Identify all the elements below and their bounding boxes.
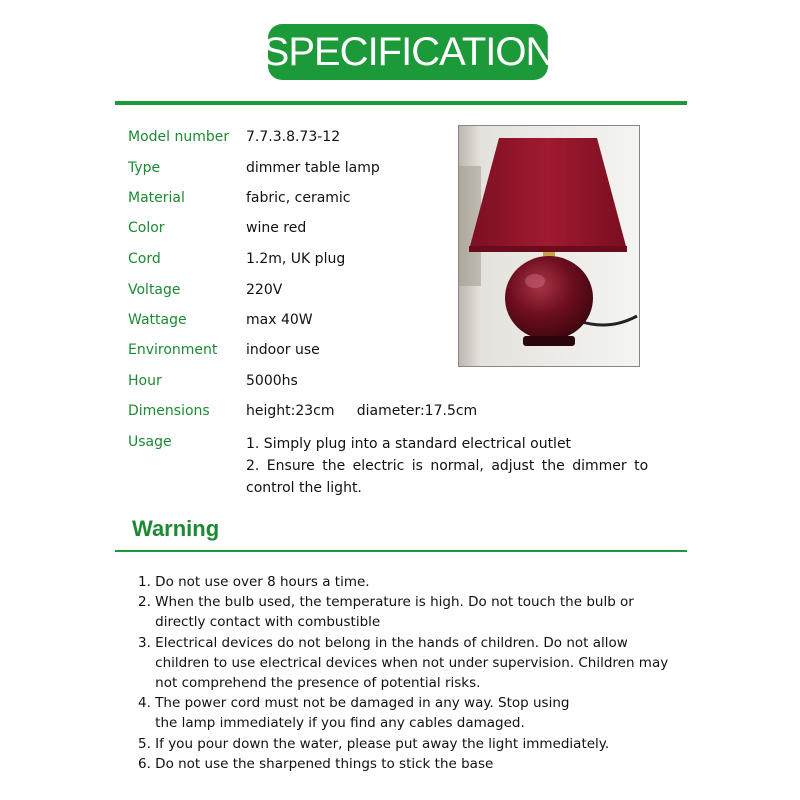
warning-list [138,572,698,774]
spec-value: 1.2m, UK plug [246,251,346,267]
spec-label: Model number [128,129,230,145]
spec-value: wine red [246,220,307,236]
spec-label: Material [128,190,185,206]
spec-label: Cord [128,251,161,267]
spec-row-model [128,129,458,149]
usage-line: 2. Ensure the electric is normal, adjust the dimmer to [246,458,649,474]
spec-label: Hour [128,373,162,389]
warning-line: 6. Do not use the sharpened things to stick the base [138,755,494,772]
spec-value: height:23cm diameter:17.5cm [246,403,478,419]
spec-row-color [128,220,458,240]
spec-label: Voltage [128,282,181,298]
spec-row-environment [128,342,458,362]
spec-value: indoor use [246,342,320,358]
warning-line: children to use electrical devices when not under supervision. Children may [138,654,669,671]
spec-value: 5000hs [246,373,298,389]
wine-red-table-lamp-icon [459,126,639,366]
usage-instructions [246,433,649,499]
warning-line: 3. Electrical devices do not belong in the hands of children. Do not allow [138,634,628,651]
spec-row-dimensions [128,403,488,423]
warning-line: 2. When the bulb used, the temperature is high. Do not touch the bulb or [138,594,634,611]
spec-label: Dimensions [128,403,210,419]
spec-value: 220V [246,282,283,298]
warning-line: 4. The power cord must not be damaged in any way. Stop using [138,695,570,712]
usage-line: 1. Simply plug into a standard electrical outlet [246,436,572,452]
warning-line: directly contact with combustible [138,614,381,631]
spec-label: Environment [128,342,218,358]
usage-line: control the light. [246,480,362,496]
warning-line: not comprehend the presence of potential risks. [138,675,481,692]
spec-row-cord [128,251,458,271]
spec-title-badge [262,24,554,80]
spec-value: 7.7.3.8.73-12 [246,129,341,145]
warning-line: the lamp immediately if you find any cables damaged. [138,715,525,732]
warning-line: 1. Do not use over 8 hours a time. [138,574,370,590]
page-title: SPECIFICATION [262,29,554,74]
product-photo [458,125,640,367]
warning-divider [115,550,687,552]
spec-value: fabric, ceramic [246,190,351,206]
spec-value: dimmer table lamp [246,160,380,176]
title-divider [115,101,687,105]
spec-label: Wattage [128,312,187,328]
spec-row-wattage [128,312,458,332]
spec-value: max 40W [246,312,313,328]
warning-heading: Warning [132,516,220,541]
spec-row-material [128,190,458,210]
spec-row-type [128,160,458,180]
spec-label: Color [128,220,165,236]
spec-row-voltage [128,282,458,302]
warning-line: 5. If you pour down the water, please put away the light immediately. [138,735,610,752]
spec-label: Usage [128,434,172,450]
spec-row-hour [128,373,458,393]
spec-label: Type [128,160,161,176]
